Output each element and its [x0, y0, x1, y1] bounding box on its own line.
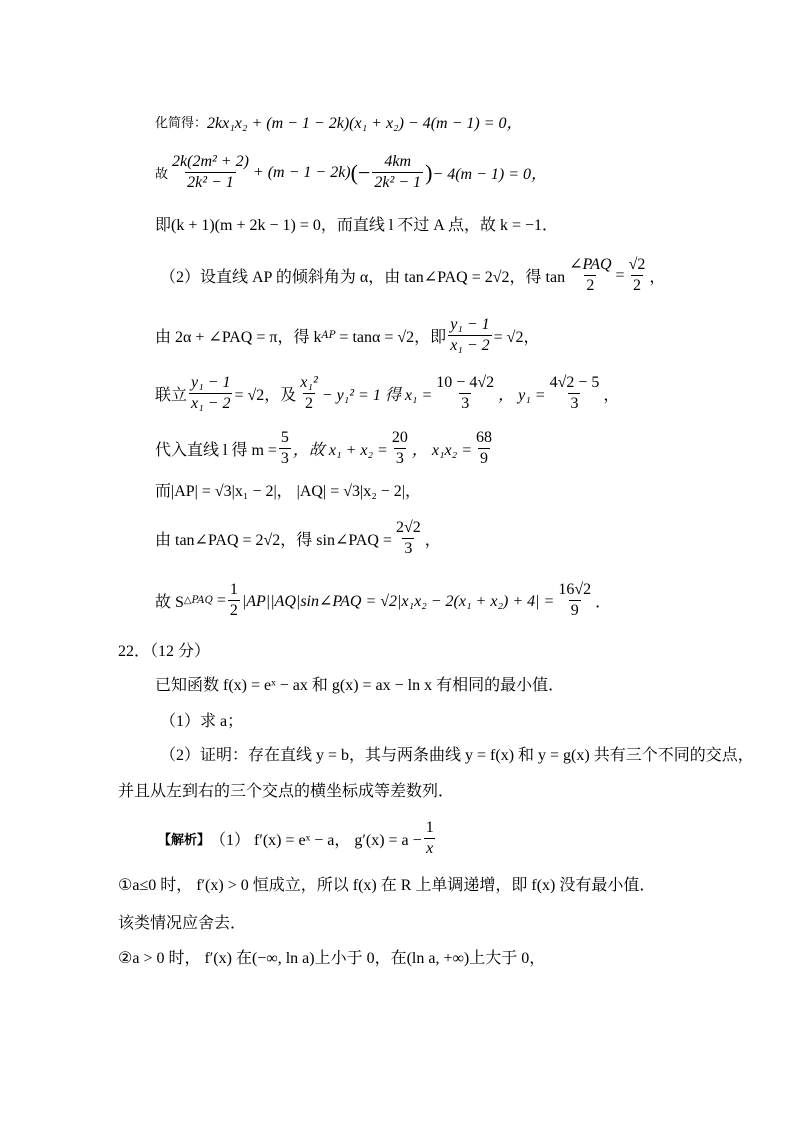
case-1-line — [118, 872, 655, 895]
fraction-numerator: 10 − 4√2 — [436, 374, 495, 391]
sine-prefix: 由 tan∠PAQ = 2√2，得 sin∠PAQ = — [155, 532, 392, 549]
part2-prefix: （2）设直线 AP 的倾斜角为 α，由 tan∠PAQ = 2√2，得 tan — [160, 269, 566, 286]
fraction-numerator: x₁² — [300, 374, 318, 391]
conclusion-k-text: 即(k + 1)(m + 2k − 1) = 0，而直线 l 不过 A 点，故 k = −1． — [155, 217, 559, 234]
substitute-prefix: 故 — [155, 167, 169, 182]
fraction — [279, 428, 291, 469]
fraction-numerator: 2k(2m² + 2) — [172, 153, 249, 170]
fraction-numerator: 4√2 − 5 — [549, 374, 600, 391]
fraction-numerator: ∠PAQ — [569, 256, 612, 273]
solution-line — [158, 818, 438, 859]
fraction-denominator: 3 — [404, 540, 413, 557]
fraction-denominator: 3 — [280, 450, 289, 467]
slope-prefix: 由 2α + ∠PAQ = π，得 k — [155, 329, 322, 346]
case-1-discard-text: 该类情况应舍去． — [118, 915, 247, 932]
vieta-mid: ，故 x₁ + x₂ = — [292, 442, 388, 459]
area-prefix: 故 S — [155, 594, 184, 611]
paren-open: (− — [350, 159, 371, 185]
question-22-label: 22．（12 分） — [118, 643, 211, 660]
fraction-denominator: x — [426, 840, 434, 857]
solution-derivatives: （1） f′(x) = eˣ − a， g′(x) = a − — [210, 832, 422, 849]
simplify-line — [155, 110, 523, 133]
fraction-denominator: 9 — [570, 602, 579, 619]
fraction-numerator: 1 — [229, 581, 238, 598]
slope-mid: = tanα = √2，即 — [339, 329, 447, 346]
vieta-prefix: 代入直线 l 得 m = — [155, 442, 277, 459]
fraction-denominator: 2 — [229, 602, 238, 619]
vieta-mid2: ， x₁x₂ = — [411, 442, 472, 459]
substitute-mid: + (m − 1 − 2k) — [252, 163, 351, 181]
area-mid: |AP||AQ|sin∠PAQ = √2|x₁x₂ − 2(x₁ + x₂) + 4| = — [241, 592, 555, 610]
substitute-line — [155, 152, 547, 193]
fraction-denominator: 2k² − 1 — [187, 174, 234, 191]
part2-setup-line — [160, 255, 665, 296]
slope-line — [155, 315, 539, 356]
fraction-numerator: √2 — [628, 256, 646, 273]
fraction — [390, 428, 410, 469]
area-tail: ． — [595, 594, 612, 611]
fraction — [189, 373, 232, 414]
sine-line — [155, 518, 441, 559]
question-22-part2-text: （2）证明：存在直线 y = b，其与两条曲线 y = f(x) 和 y = g(x) 共有三个不同的交点， — [160, 747, 754, 764]
simplify-expr: 2kx₁x₂ + (m − 1 − 2k)(x₁ + x₂) − 4(m − 1) = 0， — [207, 115, 523, 132]
fraction — [567, 255, 613, 296]
fraction — [548, 373, 602, 414]
fraction — [434, 373, 496, 414]
solve-system-line — [155, 373, 619, 414]
case-2-text: ②a > 0 时， f′(x) 在(−∞, ln a)上小于 0，在(ln a, +∞)上大于 0， — [118, 950, 546, 967]
system-mid2: − y₁² = 1 得 x₁ = — [321, 387, 433, 404]
sine-tail: ， — [424, 532, 441, 549]
fraction — [424, 818, 436, 859]
question-22-header — [118, 638, 210, 661]
fraction-numerator: 20 — [391, 429, 408, 446]
case-2-line — [118, 945, 545, 968]
fraction — [556, 580, 593, 621]
system-prefix: 联立 — [155, 387, 188, 404]
area-eq: = — [216, 591, 226, 609]
vieta-line — [155, 428, 496, 469]
fraction — [448, 315, 491, 356]
fraction-numerator: y₁ − 1 — [450, 316, 490, 333]
case-1-discard — [118, 910, 246, 933]
fraction-denominator: 3 — [461, 395, 470, 412]
fraction-denominator: x₁ − 2 — [191, 395, 231, 412]
area-subscript: △PAQ — [183, 595, 213, 606]
fraction-denominator: 2 — [586, 277, 595, 294]
fraction-numerator: 68 — [476, 429, 492, 446]
question-22-part1 — [160, 708, 243, 731]
slope-subscript: AP — [321, 330, 336, 341]
chord-length-line — [155, 478, 421, 501]
substitute-tail: − 4(m − 1) = 0， — [432, 166, 547, 183]
area-line — [155, 580, 611, 621]
fraction — [170, 152, 251, 193]
fraction-denominator: 2 — [632, 277, 641, 294]
solution-label: 【解析】 — [158, 833, 211, 848]
fraction — [474, 428, 494, 469]
fraction-numerator: 5 — [280, 429, 289, 446]
question-22-part2b-text: 并且从左到右的三个交点的横坐标成等差数列． — [118, 783, 455, 800]
question-22-statement-text: 已知函数 f(x) = eˣ − ax 和 g(x) = ax − ln x 有相同的最小值． — [155, 677, 565, 694]
fraction-numerator: 2√2 — [395, 519, 421, 536]
slope-tail: = √2， — [493, 329, 540, 346]
equals-sign: = — [615, 266, 625, 284]
fraction — [372, 152, 423, 193]
conclusion-k-line — [155, 212, 558, 235]
system-mid1: = √2，及 — [234, 387, 297, 404]
fraction-denominator: 2k² − 1 — [374, 174, 422, 191]
case-1-text: ①a≤0 时， f′(x) > 0 恒成立，所以 f(x) 在 R 上单调递增，即 f(x) 没有最小值． — [118, 877, 656, 894]
fraction — [394, 518, 423, 559]
fraction-numerator: 1 — [425, 819, 434, 836]
chord-length-text: 而|AP| = √3|x₁ − 2|， |AQ| = √3|x₂ − 2|， — [155, 483, 422, 500]
question-22-part2 — [160, 742, 754, 765]
fraction — [298, 373, 319, 414]
system-tail: ， — [603, 387, 620, 404]
fraction-denominator: 3 — [395, 450, 404, 467]
fraction-numerator: 16√2 — [558, 581, 592, 598]
fraction-denominator: 3 — [570, 395, 579, 412]
fraction-denominator: 2 — [305, 395, 314, 412]
simplify-prefix: 化简得： — [155, 116, 208, 131]
fraction-numerator: y₁ − 1 — [191, 374, 231, 391]
fraction-denominator: x₁ − 2 — [450, 337, 490, 354]
fraction — [627, 255, 648, 296]
fraction-denominator: 9 — [480, 450, 488, 467]
fraction-numerator: 4km — [384, 153, 412, 170]
question-22-statement — [155, 672, 564, 695]
paren-close: ) — [425, 159, 433, 185]
system-mid3: ， y₁ = — [498, 387, 546, 404]
question-22-part1-text: （1）求 a； — [160, 713, 244, 730]
question-22-part2-cont — [118, 778, 454, 801]
part2-tail: ， — [649, 269, 666, 286]
fraction — [228, 580, 240, 621]
